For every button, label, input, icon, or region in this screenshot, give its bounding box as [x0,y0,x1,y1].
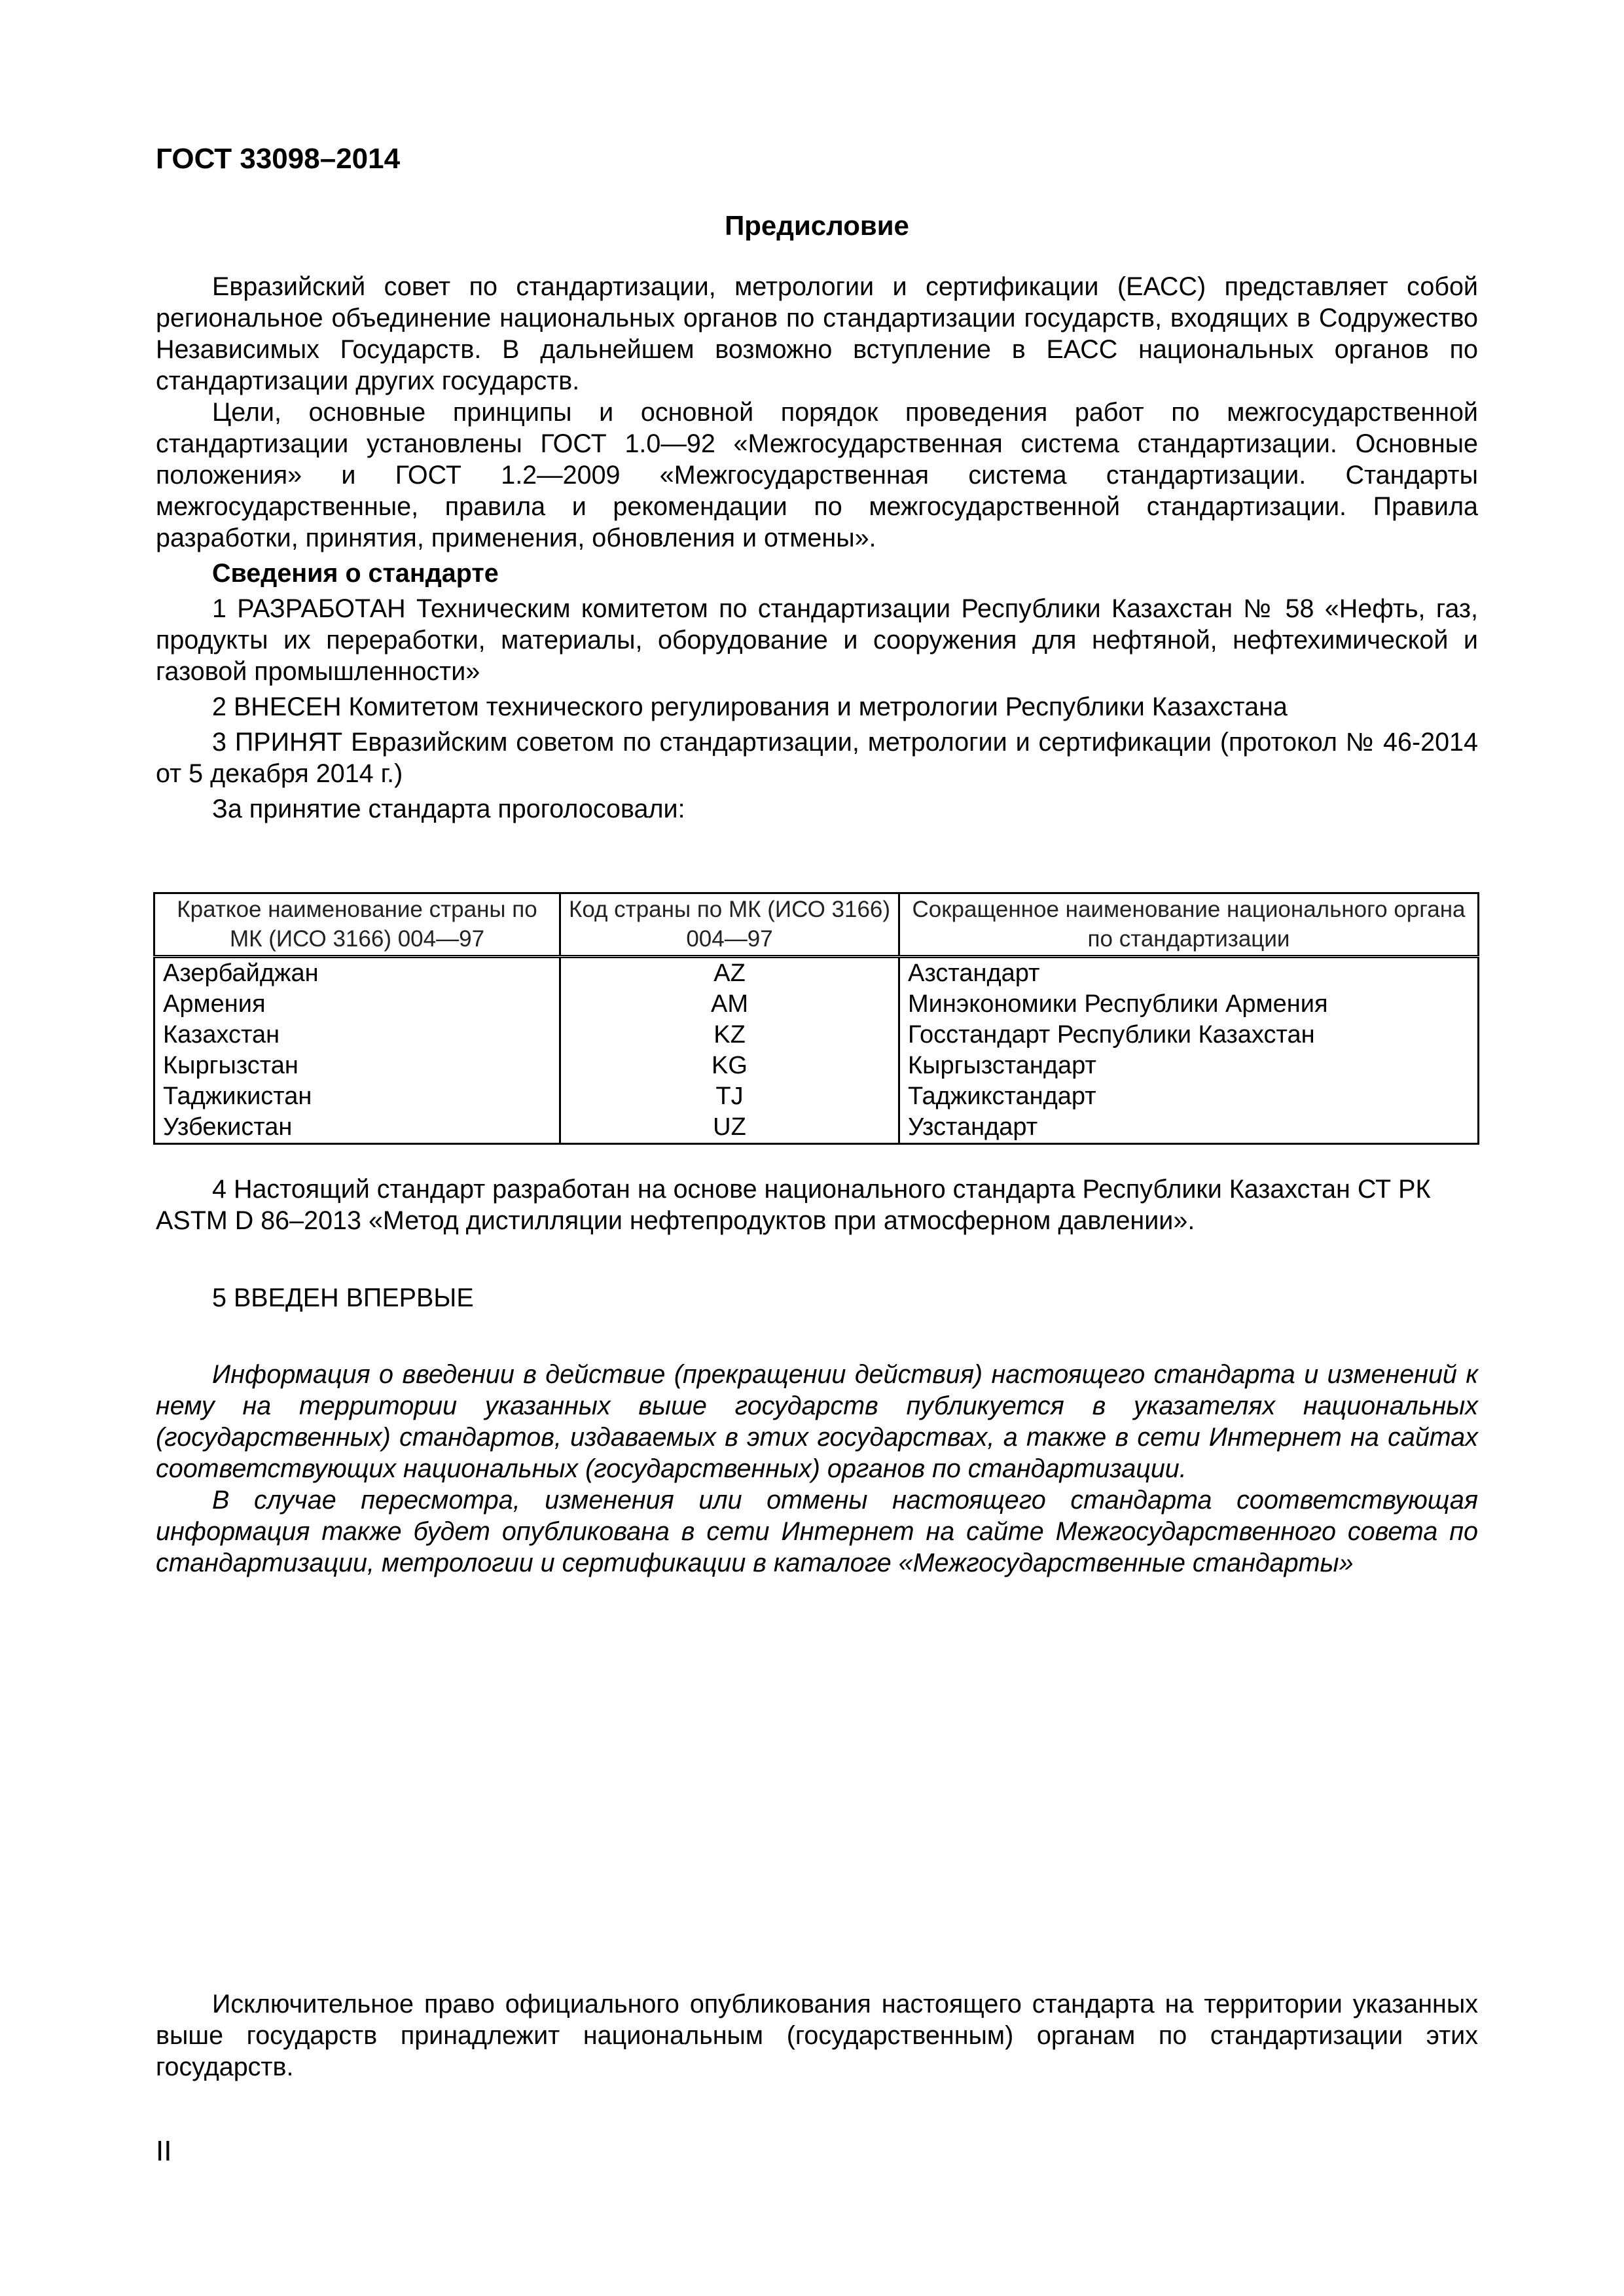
code-cell: KZ [560,1020,899,1050]
country-cell: Узбекистан [154,1112,560,1144]
body-cell: Узстандарт [899,1112,1479,1144]
foreword-section [156,271,1478,825]
foreword-paragraph: Цели, основные принципы и основной порядок проведения работ по межгосударственной стандартизации установлены ГОСТ 1.0—92 «Межгосударственная система стандартизации. Основные положения» и ГОСТ 1.2—2009 «Межгосударственная система стандартизации. Стандарты межгосударственные, правила и рекомендации по межгосударственной стандартизации. Правила разработки, принятия, применения, обновления и отмены». [156,398,1478,552]
item-4-block [156,1174,1439,1236]
code-cell: AZ [560,957,899,990]
column-header-body: Сокращенное наименование национального органа по стандартизации [899,893,1479,957]
foreword-title: Предисловие [725,210,909,241]
body-cell: Госстандарт Республики Казахстан [899,1020,1479,1050]
table-row [154,1081,1479,1112]
standard-info-title: Сведения о стандарте [212,559,499,588]
country-cell: Казахстан [154,1020,560,1050]
code-cell: KG [560,1050,899,1081]
body-cell: Минэкономики Республики Армения [899,989,1479,1020]
standard-info-item-4: 4 Настоящий стандарт разработан на основе национального стандарта Республики Казахстан СТ РК ASTM D 86–2013 «Метод дистилляции нефтепродуктов при атмосферном давлении». [156,1175,1431,1235]
notice-section [156,1359,1478,1579]
table-row [154,1112,1479,1144]
country-cell: Армения [154,989,560,1020]
standard-info-item: 1 РАЗРАБОТАН Техническим комитетом по стандартизации Республики Казахстан № 58 «Нефть, газ, продукты их переработки, материалы, оборудование и сооружения для нефтяной, нефтехимической и газовой промышленности» [156,594,1478,686]
voting-table [153,892,1479,1145]
code-cell: AM [560,989,899,1020]
country-cell: Кыргызстан [154,1050,560,1081]
country-cell: Таджикистан [154,1081,560,1112]
notice-paragraph: Информация о введении в действие (прекращении действия) настоящего стандарта и изменений к нему на территории указанных выше государств публикуется в указателях национальных (государственных) стандартов, издаваемых в этих государствах, а также в сети Интернет на сайтах соответствующих национальных (государственных) органов по стандартизации. [156,1360,1478,1483]
table-row [154,957,1479,990]
table-row [154,989,1479,1020]
page-number: II [156,2135,172,2167]
country-cell: Азербайджан [154,957,560,990]
column-header-country: Краткое наименование страны по МК (ИСО 3166) 004—97 [154,893,560,957]
notice-paragraph: В случае пересмотра, изменения или отмены настоящего стандарта соответствующая информация также будет опубликована в сети Интернет на сайте Межгосударственного совета по стандартизации, метрологии и сертификации в каталоге «Межгосударственные стандарты» [156,1486,1478,1577]
column-header-code: Код страны по МК (ИСО 3166) 004—97 [560,893,899,957]
item-5-block [156,1282,1478,1314]
document-id: ГОСТ 33098–2014 [156,143,401,175]
standard-info-item: 2 ВНЕСЕН Комитетом технического регулирования и метрологии Республики Казахстана [212,692,1288,721]
voted-intro: За принятие стандарта проголосовали: [212,795,685,823]
body-cell: Таджикстандарт [899,1081,1479,1112]
table-header-row [154,893,1479,957]
copyright-section [156,1988,1478,2083]
table-row [154,1050,1479,1081]
table-row [154,1020,1479,1050]
code-cell: UZ [560,1112,899,1144]
foreword-paragraph: Евразийский совет по стандартизации, метрологии и сертификации (ЕАСС) представляет собой региональное объединение национальных органов по стандартизации государств, входящих в Содружество Независимых Государств. В дальнейшем возможно вступление в ЕАСС национальных органов по стандартизации других государств. [156,272,1478,395]
body-cell: Кыргызстандарт [899,1050,1479,1081]
standard-info-item-5: 5 ВВЕДЕН ВПЕРВЫЕ [212,1283,474,1312]
standard-info-item: 3 ПРИНЯТ Евразийским советом по стандартизации, метрологии и сертификации (протокол № 46-2014 от 5 декабря 2014 г.) [156,728,1478,788]
body-cell: Азстандарт [899,957,1479,990]
copyright-text: Исключительное право официального опубликования настоящего стандарта на территории указанных выше государств принадлежит национальным (государственным) органам по стандартизации этих государств. [156,1990,1478,2081]
code-cell: TJ [560,1081,899,1112]
